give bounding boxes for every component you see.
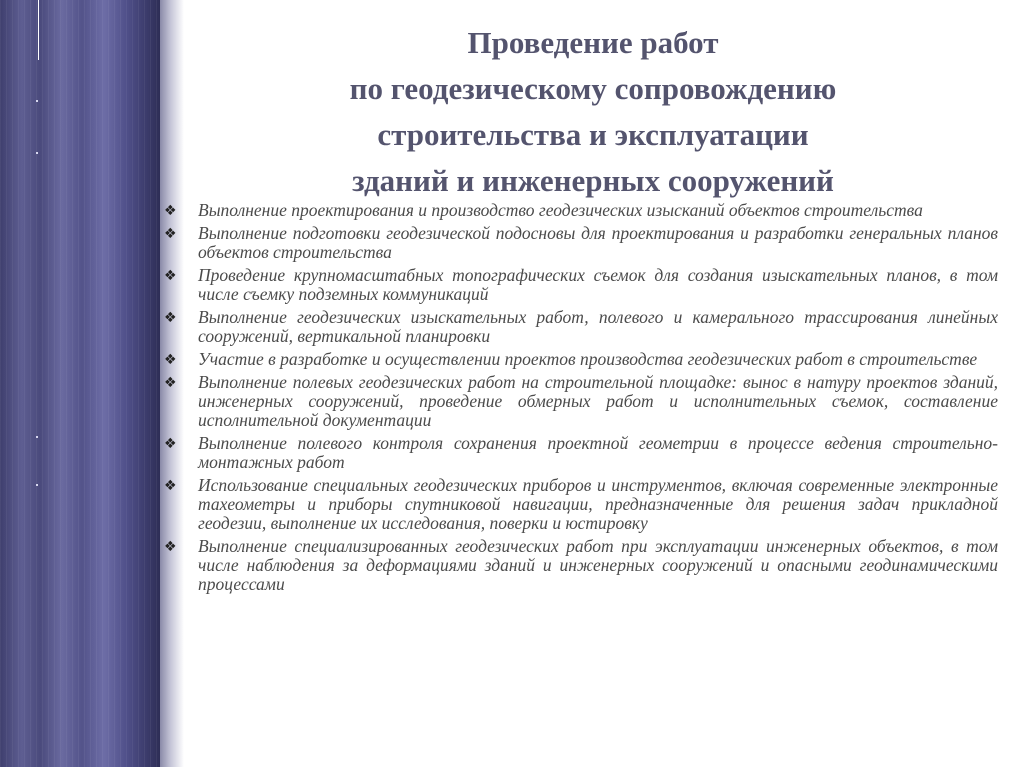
sidebar-decor-dot — [36, 100, 38, 102]
list-item — [160, 537, 998, 594]
list-item-text: Выполнение проектирования и производство геодезических изысканий объектов строительства — [198, 200, 923, 220]
list-item — [160, 224, 998, 262]
list-item-text: Участие в разработке и осуществлении проектов производства геодезических работ в строительстве — [198, 349, 978, 369]
diamond-bullet-icon: ❖ — [164, 226, 177, 242]
title-line: строительства и эксплуатации — [377, 117, 809, 152]
title-line: зданий и инженерных сооружений — [352, 163, 834, 198]
diamond-bullet-icon: ❖ — [164, 436, 177, 452]
decorative-sidebar — [0, 0, 160, 767]
list-item-text: Выполнение полевых геодезических работ на строительной площадке: вынос в натуру проектов зданий, инженерных сооружений, проведение обмерных работ и исполнительных съемок, составление исполнительной документации — [198, 372, 998, 430]
list-item — [160, 350, 998, 369]
list-item-text: Использование специальных геодезических приборов и инструментов, включая современные электронные тахеометры и приборы спутниковой навигации, предназначенные для решения задач прикладной геодезии, выполнение их исследования, поверки и юстировку — [198, 475, 998, 533]
list-item-text: Выполнение геодезических изыскательных работ, полевого и камерального трассирования линейных сооружений, вертикальной планировки — [198, 307, 998, 346]
sidebar-decor-dot — [36, 436, 38, 438]
sidebar-decor-dot — [36, 152, 38, 154]
sidebar-decor-line — [38, 0, 39, 60]
diamond-bullet-icon: ❖ — [164, 203, 177, 219]
list-item-text: Выполнение подготовки геодезической подосновы для проектирования и разработки генеральных планов объектов строительства — [198, 223, 998, 262]
list-item — [160, 373, 998, 430]
list-item — [160, 308, 998, 346]
slide-title — [190, 20, 996, 204]
diamond-bullet-icon: ❖ — [164, 375, 177, 391]
title-line: Проведение работ — [467, 25, 719, 60]
sidebar-decor-dot — [36, 484, 38, 486]
diamond-bullet-icon: ❖ — [164, 352, 177, 368]
list-item — [160, 266, 998, 304]
diamond-bullet-icon: ❖ — [164, 310, 177, 326]
diamond-bullet-icon: ❖ — [164, 268, 177, 284]
list-item — [160, 476, 998, 533]
title-line: по геодезическому сопровождению — [349, 71, 837, 106]
diamond-bullet-icon: ❖ — [164, 478, 177, 494]
list-item-text: Проведение крупномасштабных топографических съемок для создания изыскательных планов, в том числе съемку подземных коммуникаций — [198, 265, 998, 304]
list-item — [160, 201, 998, 220]
list-item — [160, 434, 998, 472]
activity-list — [160, 201, 998, 598]
list-item-text: Выполнение полевого контроля сохранения проектной геометрии в процессе ведения строительно-монтажных работ — [198, 433, 998, 472]
diamond-bullet-icon: ❖ — [164, 539, 177, 555]
list-item-text: Выполнение специализированных геодезических работ при эксплуатации инженерных объектов, в том числе наблюдения за деформациями зданий и инженерных сооружений и опасными геодинамическими процессами — [198, 536, 998, 594]
